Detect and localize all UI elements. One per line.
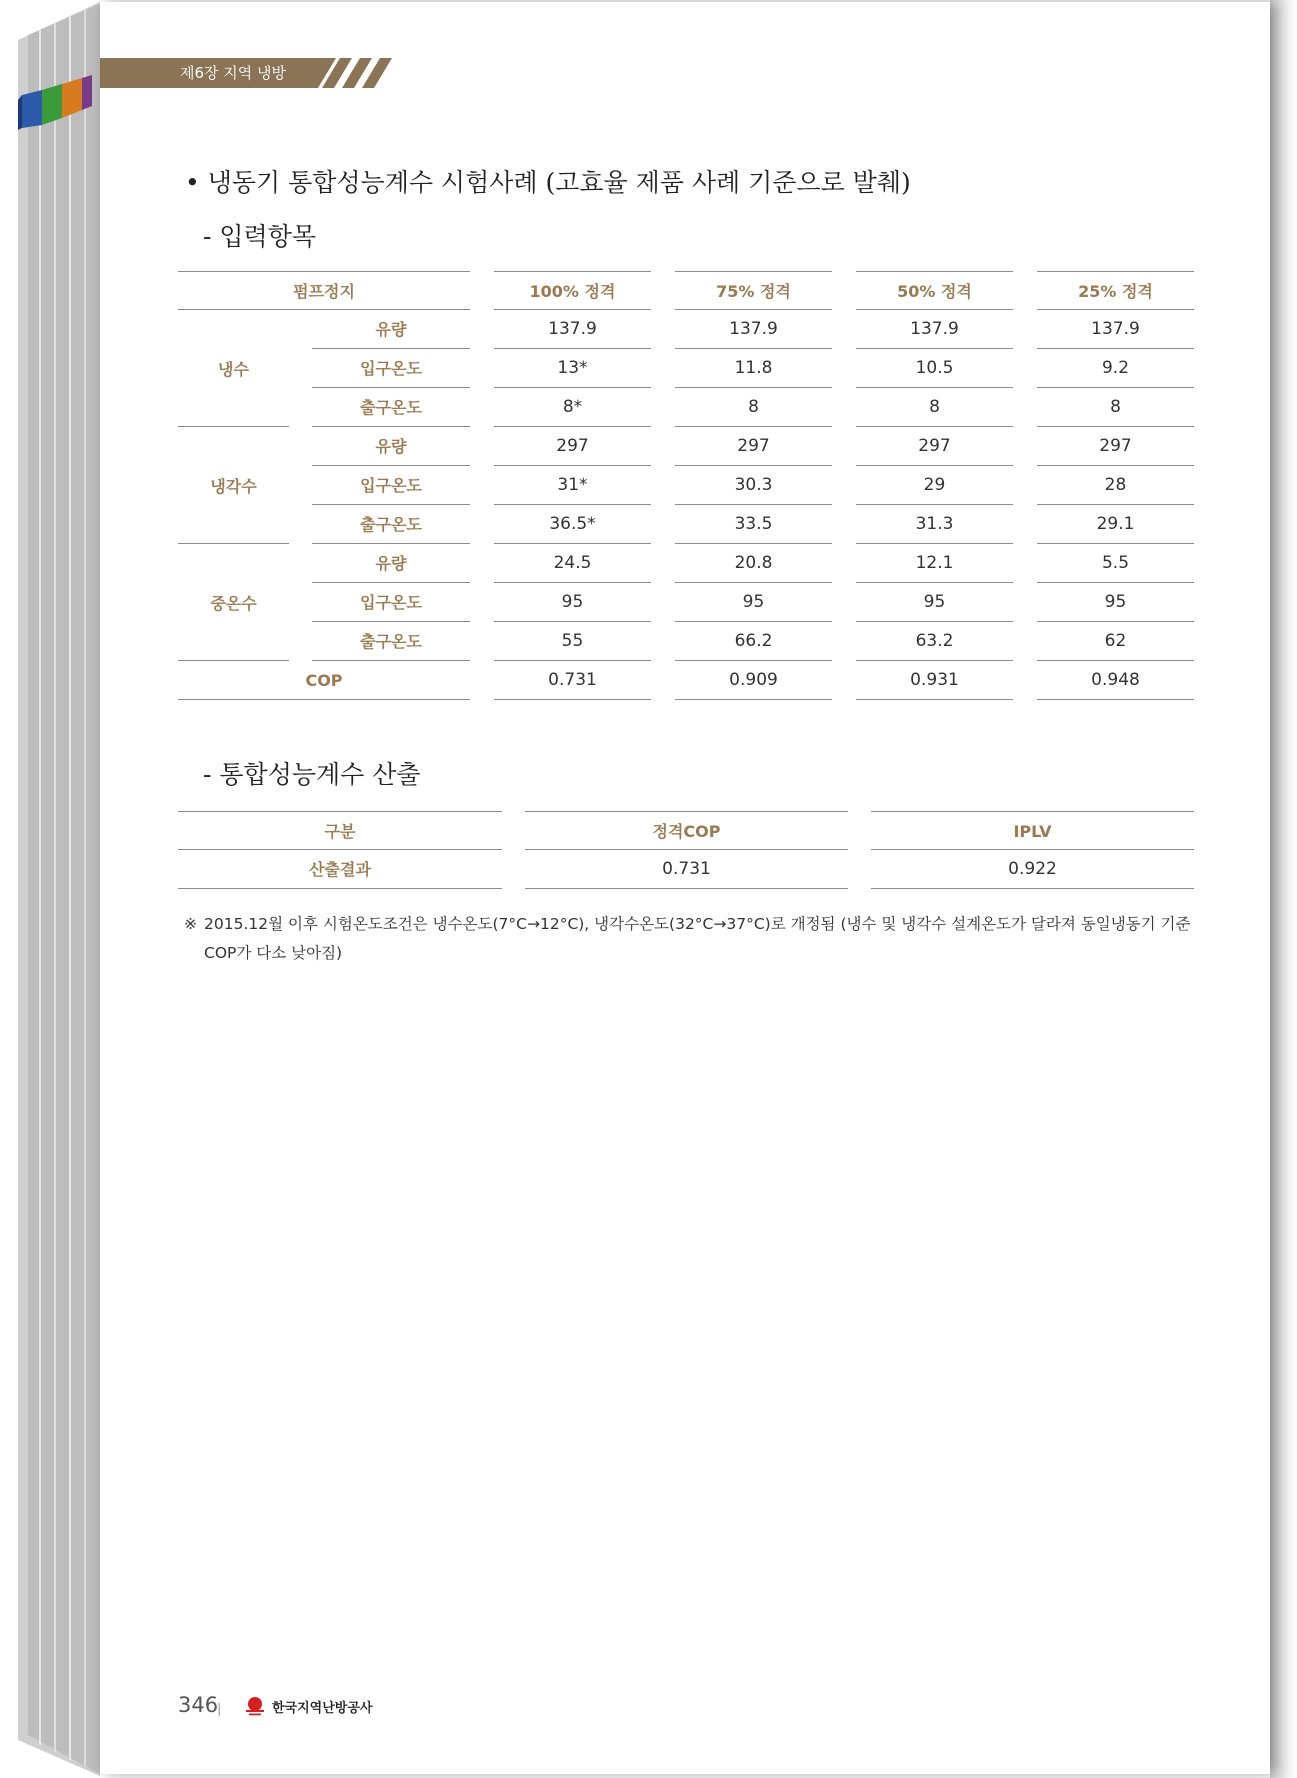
header-50: 50% 정격 — [856, 271, 1013, 310]
table-cell: 137.9 — [1037, 310, 1194, 349]
row-label: 출구온도 — [312, 505, 470, 544]
org-name: 한국지역난방공사 — [272, 1701, 373, 1716]
chapter-label: 제6장 지역 냉방 — [180, 64, 287, 82]
footnote — [186, 910, 1196, 968]
page-number: 346 — [178, 1693, 219, 1717]
input-items-title: - 입력항목 — [203, 222, 316, 251]
table-cell: 297 — [675, 427, 832, 466]
header-75: 75% 정격 — [675, 271, 832, 310]
group-cooling-water: 냉각수 — [178, 427, 289, 544]
table-cell: 13* — [494, 349, 651, 388]
cop-cell: 0.909 — [675, 661, 832, 700]
table-cell: 29 — [856, 466, 1013, 505]
calc-title: - 통합성능계수 산출 — [203, 760, 421, 789]
header-pump-stop: 펌프정지 — [178, 271, 470, 310]
table-cell: 29.1 — [1037, 505, 1194, 544]
row-label: 출구온도 — [312, 622, 470, 661]
table-cell: 297 — [856, 427, 1013, 466]
book-edges — [0, 0, 100, 1778]
table-cell: 24.5 — [494, 544, 651, 583]
table-cell: 137.9 — [856, 310, 1013, 349]
table-cell: 10.5 — [856, 349, 1013, 388]
group-chilled-water: 냉수 — [178, 310, 289, 427]
table-cell: 137.9 — [675, 310, 832, 349]
chapter-tab-stripes — [318, 58, 398, 88]
table-cell: 11.8 — [675, 349, 832, 388]
table-cell: 31* — [494, 466, 651, 505]
calc-row-label: 산출결과 — [178, 850, 502, 889]
note-text: 2015.12월 이후 시험온도조건은 냉수온도(7°C→12°C), 냉각수온도(32°C→37°C)로 개정됨 (냉수 및 냉각수 설계온도가 달라져 동일냉동기 기준 COP가 다소 낮아짐) — [204, 915, 1191, 962]
table-cell: 95 — [856, 583, 1013, 622]
header-100: 100% 정격 — [494, 271, 651, 310]
table-cell: 62 — [1037, 622, 1194, 661]
note-mark: ※ — [184, 915, 197, 933]
calc-cell-iplv: 0.922 — [871, 850, 1194, 889]
table-cell: 66.2 — [675, 622, 832, 661]
row-label: 입구온도 — [312, 466, 470, 505]
table-cell: 9.2 — [1037, 349, 1194, 388]
table-cell: 8 — [675, 388, 832, 427]
row-label: 유량 — [312, 544, 470, 583]
table-cell: 137.9 — [494, 310, 651, 349]
footer-separator: | — [217, 1702, 222, 1717]
table-cell: 297 — [494, 427, 651, 466]
table-cell: 31.3 — [856, 505, 1013, 544]
table-cell: 28 — [1037, 466, 1194, 505]
table-cell: 8 — [856, 388, 1013, 427]
cop-cell: 0.931 — [856, 661, 1013, 700]
table-cell: 30.3 — [675, 466, 832, 505]
cop-label: COP — [178, 661, 470, 700]
header-25: 25% 정격 — [1037, 271, 1194, 310]
table-cell: 55 — [494, 622, 651, 661]
cop-cell: 0.731 — [494, 661, 651, 700]
table-cell: 8 — [1037, 388, 1194, 427]
table-cell: 95 — [1037, 583, 1194, 622]
calc-header-rated-cop: 정격COP — [525, 811, 848, 850]
row-label: 유량 — [312, 310, 470, 349]
calc-cell-rated-cop: 0.731 — [525, 850, 848, 889]
org-logo-icon — [244, 1695, 266, 1717]
row-label: 입구온도 — [312, 349, 470, 388]
calc-header-iplv: IPLV — [871, 811, 1194, 850]
row-label: 입구온도 — [312, 583, 470, 622]
table-cell: 297 — [1037, 427, 1194, 466]
table-cell: 5.5 — [1037, 544, 1194, 583]
table-cell: 20.8 — [675, 544, 832, 583]
table-cell: 63.2 — [856, 622, 1013, 661]
page-shadow — [1270, 0, 1297, 1778]
row-label: 유량 — [312, 427, 470, 466]
group-medium-hot-water: 중온수 — [178, 544, 289, 661]
table-cell: 33.5 — [675, 505, 832, 544]
section-title: • 냉동기 통합성능계수 시험사례 (고효율 제품 사례 기준으로 발췌) — [185, 168, 911, 197]
table-cell: 12.1 — [856, 544, 1013, 583]
table-cell: 95 — [494, 583, 651, 622]
table-cell: 36.5* — [494, 505, 651, 544]
row-label: 출구온도 — [312, 388, 470, 427]
cop-cell: 0.948 — [1037, 661, 1194, 700]
table-cell: 95 — [675, 583, 832, 622]
table-cell: 8* — [494, 388, 651, 427]
calc-header-category: 구분 — [178, 811, 502, 850]
